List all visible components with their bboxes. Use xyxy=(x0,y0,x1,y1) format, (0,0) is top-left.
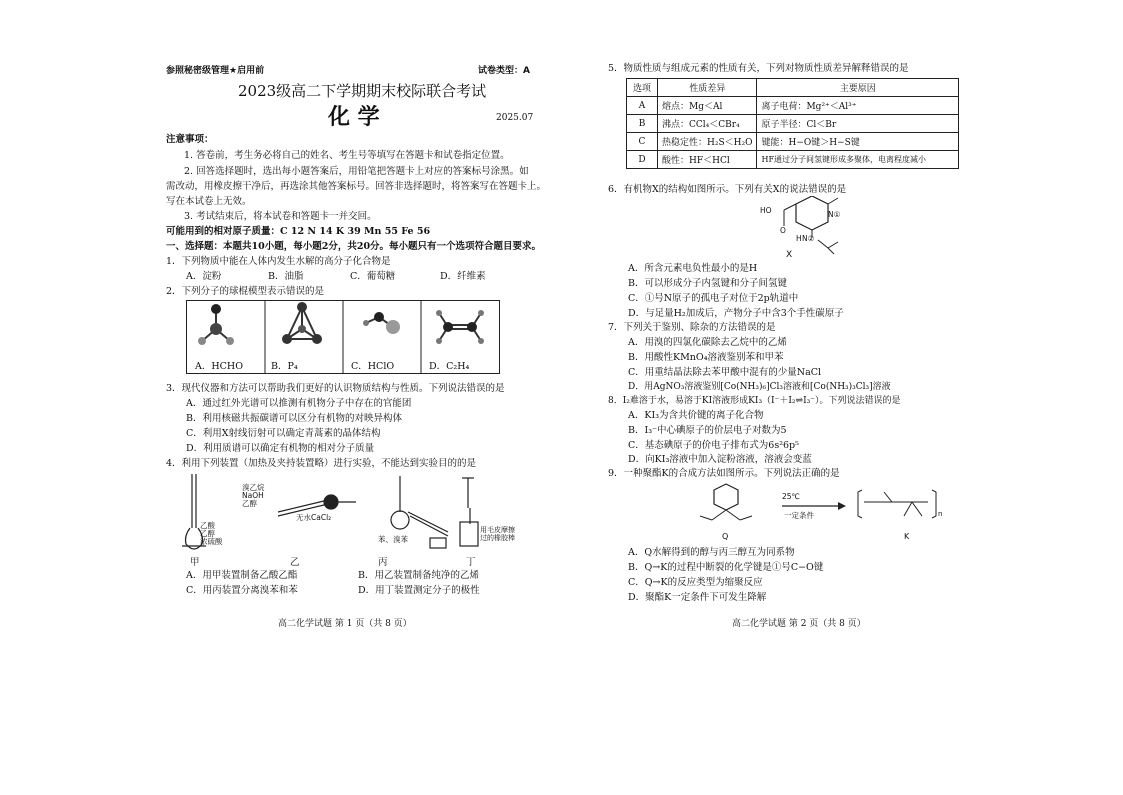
table-header-row xyxy=(627,79,959,97)
ding-labels: 用毛皮摩擦 过的橡胶棒 xyxy=(480,526,515,542)
arrow-condition-bottom: 一定条件 xyxy=(784,511,814,520)
q2-option: D．C₂H₄ xyxy=(429,361,470,372)
table-row xyxy=(627,151,959,169)
table-header-cell: 主要原因 xyxy=(757,79,959,97)
q1-option: A．淀粉 xyxy=(186,271,222,282)
q5-stem: 5．物质性质与组成元素的性质有关，下列对物质性质差异解释错误的是 xyxy=(608,63,909,74)
table-cell: C xyxy=(627,133,658,151)
table-cell: 熔点：Mg＜Al xyxy=(658,97,757,115)
q9-stem: 9．一种聚酯K的合成方法如图所示。下列说法正确的是 xyxy=(608,468,840,479)
subject-title: 化 学 xyxy=(328,104,380,130)
q6-stem: 6．有机物X的结构如图所示。下列有关X的说法错误的是 xyxy=(608,184,847,195)
polymer-n: n xyxy=(938,510,943,518)
q2-option: C．HClO xyxy=(351,361,395,372)
table-cell: 键能：H−O键＞H−S键 xyxy=(757,133,959,151)
table-cell: 原子半径：Cl＜Br xyxy=(757,115,959,133)
q2-models-box xyxy=(186,300,500,374)
q1-option: B．油脂 xyxy=(268,271,304,282)
q2-option: A．HCHO xyxy=(195,361,243,372)
q8-option: A．KI₃为含共价键的离子化合物 xyxy=(628,410,764,421)
table-cell: 沸点：CCl₄＜CBr₄ xyxy=(658,115,757,133)
q7-stem: 7．下列关于鉴别、除杂的方法错误的是 xyxy=(608,322,776,333)
secret-label: 参照秘密级管理★启用前 xyxy=(166,66,265,76)
q2-stem: 2．下列分子的球棍模型表示错误的是 xyxy=(166,286,325,297)
atomic-masses: 可能用到的相对原子质量：C 12 N 14 K 39 Mn 55 Fe 56 xyxy=(166,226,431,237)
q4-option: B．用乙装置制备纯净的乙烯 xyxy=(358,570,479,581)
table-cell: 离子电荷：Mg²⁺＜Al³⁺ xyxy=(757,97,959,115)
hclo-model xyxy=(363,312,400,334)
apparatus-ding xyxy=(460,478,478,546)
table-row xyxy=(627,97,959,115)
table-row xyxy=(627,133,959,151)
note-line: 需改动，用橡皮擦干净后，再选涂其他答案标号。回答非选择题时，将答案写在答题卡上。 xyxy=(166,181,547,192)
q4-stem: 4．利用下列装置（加热及夹持装置略）进行实验，不能达到实验目的的是 xyxy=(166,458,477,469)
q8-option: C．基态碘原子的价电子排布式为6s²6p⁵ xyxy=(628,440,799,451)
note-line: 3. 考试结束后，将本试卷和答题卡一并交回。 xyxy=(184,211,377,222)
mol-label: N① xyxy=(828,210,841,219)
mol-label: H xyxy=(796,234,802,243)
table-cell: 热稳定性：H₂S＜H₂O xyxy=(658,133,757,151)
paper-type: 试卷类型：A xyxy=(478,66,530,76)
table-cell: HF通过分子间氢键形成多聚体，电离程度减小 xyxy=(757,151,959,169)
q3-option: B．利用核磁共振碳谱可以区分有机物的对映异构体 xyxy=(186,413,402,424)
q7-option: A．用溴的四氯化碳除去乙烷中的乙烯 xyxy=(628,337,787,348)
c2h4-model xyxy=(436,310,484,344)
exam-date: 2025.07 xyxy=(496,113,534,123)
hcho-model xyxy=(198,304,234,345)
section-heading: 一、选择题：本题共10小题，每小题2分，共20分。每小题只有一个选项符合题目要求。 xyxy=(166,241,542,252)
q6-option: D．与足量H₂加成后，产物分子中含3个手性碳原子 xyxy=(628,308,844,319)
table-header-cell: 性质差异 xyxy=(658,79,757,97)
page-footer-right: 高二化学试题 第 2 页（共 8 页） xyxy=(732,619,866,629)
mol-label: O xyxy=(780,226,786,235)
mol-label: HO xyxy=(760,206,772,215)
q3-stem: 3．现代仪器和方法可以帮助我们更好的认识物质结构与性质。下列说法错误的是 xyxy=(166,383,505,394)
mol-label: N② xyxy=(802,234,815,243)
q9-option: D．聚酯K一定条件下可发生降解 xyxy=(628,592,767,603)
q4-option: D．用丁装置测定分子的极性 xyxy=(358,585,480,596)
note-line: 1. 答卷前，考生务必将自己的姓名、考生号等填写在答题卡和试卷指定位置。 xyxy=(184,150,510,161)
note-line: 2. 回答选择题时，选出每小题答案后，用铅笔把答题卡上对应的答案标号涂黑。如 xyxy=(184,166,529,177)
jia-labels: 乙酸 乙醇 浓硫酸 xyxy=(200,521,223,546)
q9-option: C．Q→K的反应类型为缩聚反应 xyxy=(628,577,763,588)
molecule-x-structure xyxy=(756,196,876,256)
note-line: 写在本试卷上无效。 xyxy=(166,196,252,207)
bing-label: 苯、溴苯 xyxy=(378,535,408,544)
q7-option: B．用酸性KMnO₄溶液鉴别苯和甲苯 xyxy=(628,352,784,363)
table-row xyxy=(627,115,959,133)
mol-label-k: K xyxy=(904,532,910,541)
q9-option: B．Q→K的过程中断裂的化学键是①号C−O键 xyxy=(628,562,824,573)
q6-option: B．可以形成分子内氢键和分子间氢键 xyxy=(628,278,787,289)
q7-option: C．用重结晶法除去苯甲酸中混有的少量NaCl xyxy=(628,367,822,378)
q1-option: D．纤维素 xyxy=(440,271,486,282)
q3-option: D．利用质谱可以确定有机物的相对分子质量 xyxy=(186,443,375,454)
arrow-condition-top: 25℃ xyxy=(782,492,800,501)
apparatus-drawings xyxy=(178,472,528,564)
molecule-x xyxy=(756,196,876,256)
table-cell: A xyxy=(627,97,658,115)
q6-option: C．①号N原子的孤电子对位于2p轨道中 xyxy=(628,293,799,304)
q4-option: A．用甲装置制备乙酸乙酯 xyxy=(186,570,298,581)
q6-option: A．所含元素电负性最小的是H xyxy=(628,263,758,274)
q1-stem: 1．下列物质中能在人体内发生水解的高分子化合物是 xyxy=(166,256,391,267)
apparatus-name: 甲 xyxy=(190,557,200,568)
table-cell: 酸性：HF＜HCl xyxy=(658,151,757,169)
notes-heading: 注意事项： xyxy=(166,134,214,145)
p4-model xyxy=(282,302,322,344)
q3-option: A．通过红外光谱可以推测有机物分子中存在的官能团 xyxy=(186,398,412,409)
q7-option: D．用AgNO₃溶液鉴别[Co(NH₃)₆]Cl₃溶液和[Co(NH₃)₃Cl₃]溶液 xyxy=(628,382,891,392)
q1-option: C．葡萄糖 xyxy=(350,271,396,282)
table-cell: D xyxy=(627,151,658,169)
q9-reaction xyxy=(678,480,958,544)
q4-apparatus xyxy=(178,472,528,568)
q9-option: A．Q水解得到的醇与丙三醇互为同系物 xyxy=(628,547,795,558)
apparatus-name: 乙 xyxy=(290,557,300,568)
apparatus-name: 丁 xyxy=(466,557,476,568)
q5-table xyxy=(626,78,959,169)
table-header-cell: 选项 xyxy=(627,79,658,97)
yi-labels: 溴乙烷 NaOH 乙醇 xyxy=(242,483,265,508)
q3-option: C．利用X射线衍射可以确定青蒿素的晶体结构 xyxy=(186,428,381,439)
molecule-x-label: X xyxy=(786,250,793,260)
q8-option: B．I₃⁻中心碘原子的价层电子对数为5 xyxy=(628,425,787,436)
q4-option: C．用丙装置分离溴苯和苯 xyxy=(186,585,298,596)
table-cell: B xyxy=(627,115,658,133)
reaction-scheme xyxy=(678,480,958,544)
exam-title: 2023级高二下学期期末校际联合考试 xyxy=(238,82,487,100)
apparatus-name: 丙 xyxy=(378,557,388,568)
q8-stem: 8．I₂难溶于水，易溶于KI溶液形成KI₃（I⁻＋I₂⇌I₃⁻）。下列说法错误的是 xyxy=(608,396,901,406)
mol-label-q: Q xyxy=(722,532,729,541)
yi-dryer-label: 无水CaCl₂ xyxy=(296,513,332,522)
page-footer-left: 高二化学试题 第 1 页（共 8 页） xyxy=(278,619,412,629)
q2-option: B．P₄ xyxy=(271,361,298,372)
q8-option: D．向KI₃溶液中加入淀粉溶液，溶液会变蓝 xyxy=(628,454,812,465)
